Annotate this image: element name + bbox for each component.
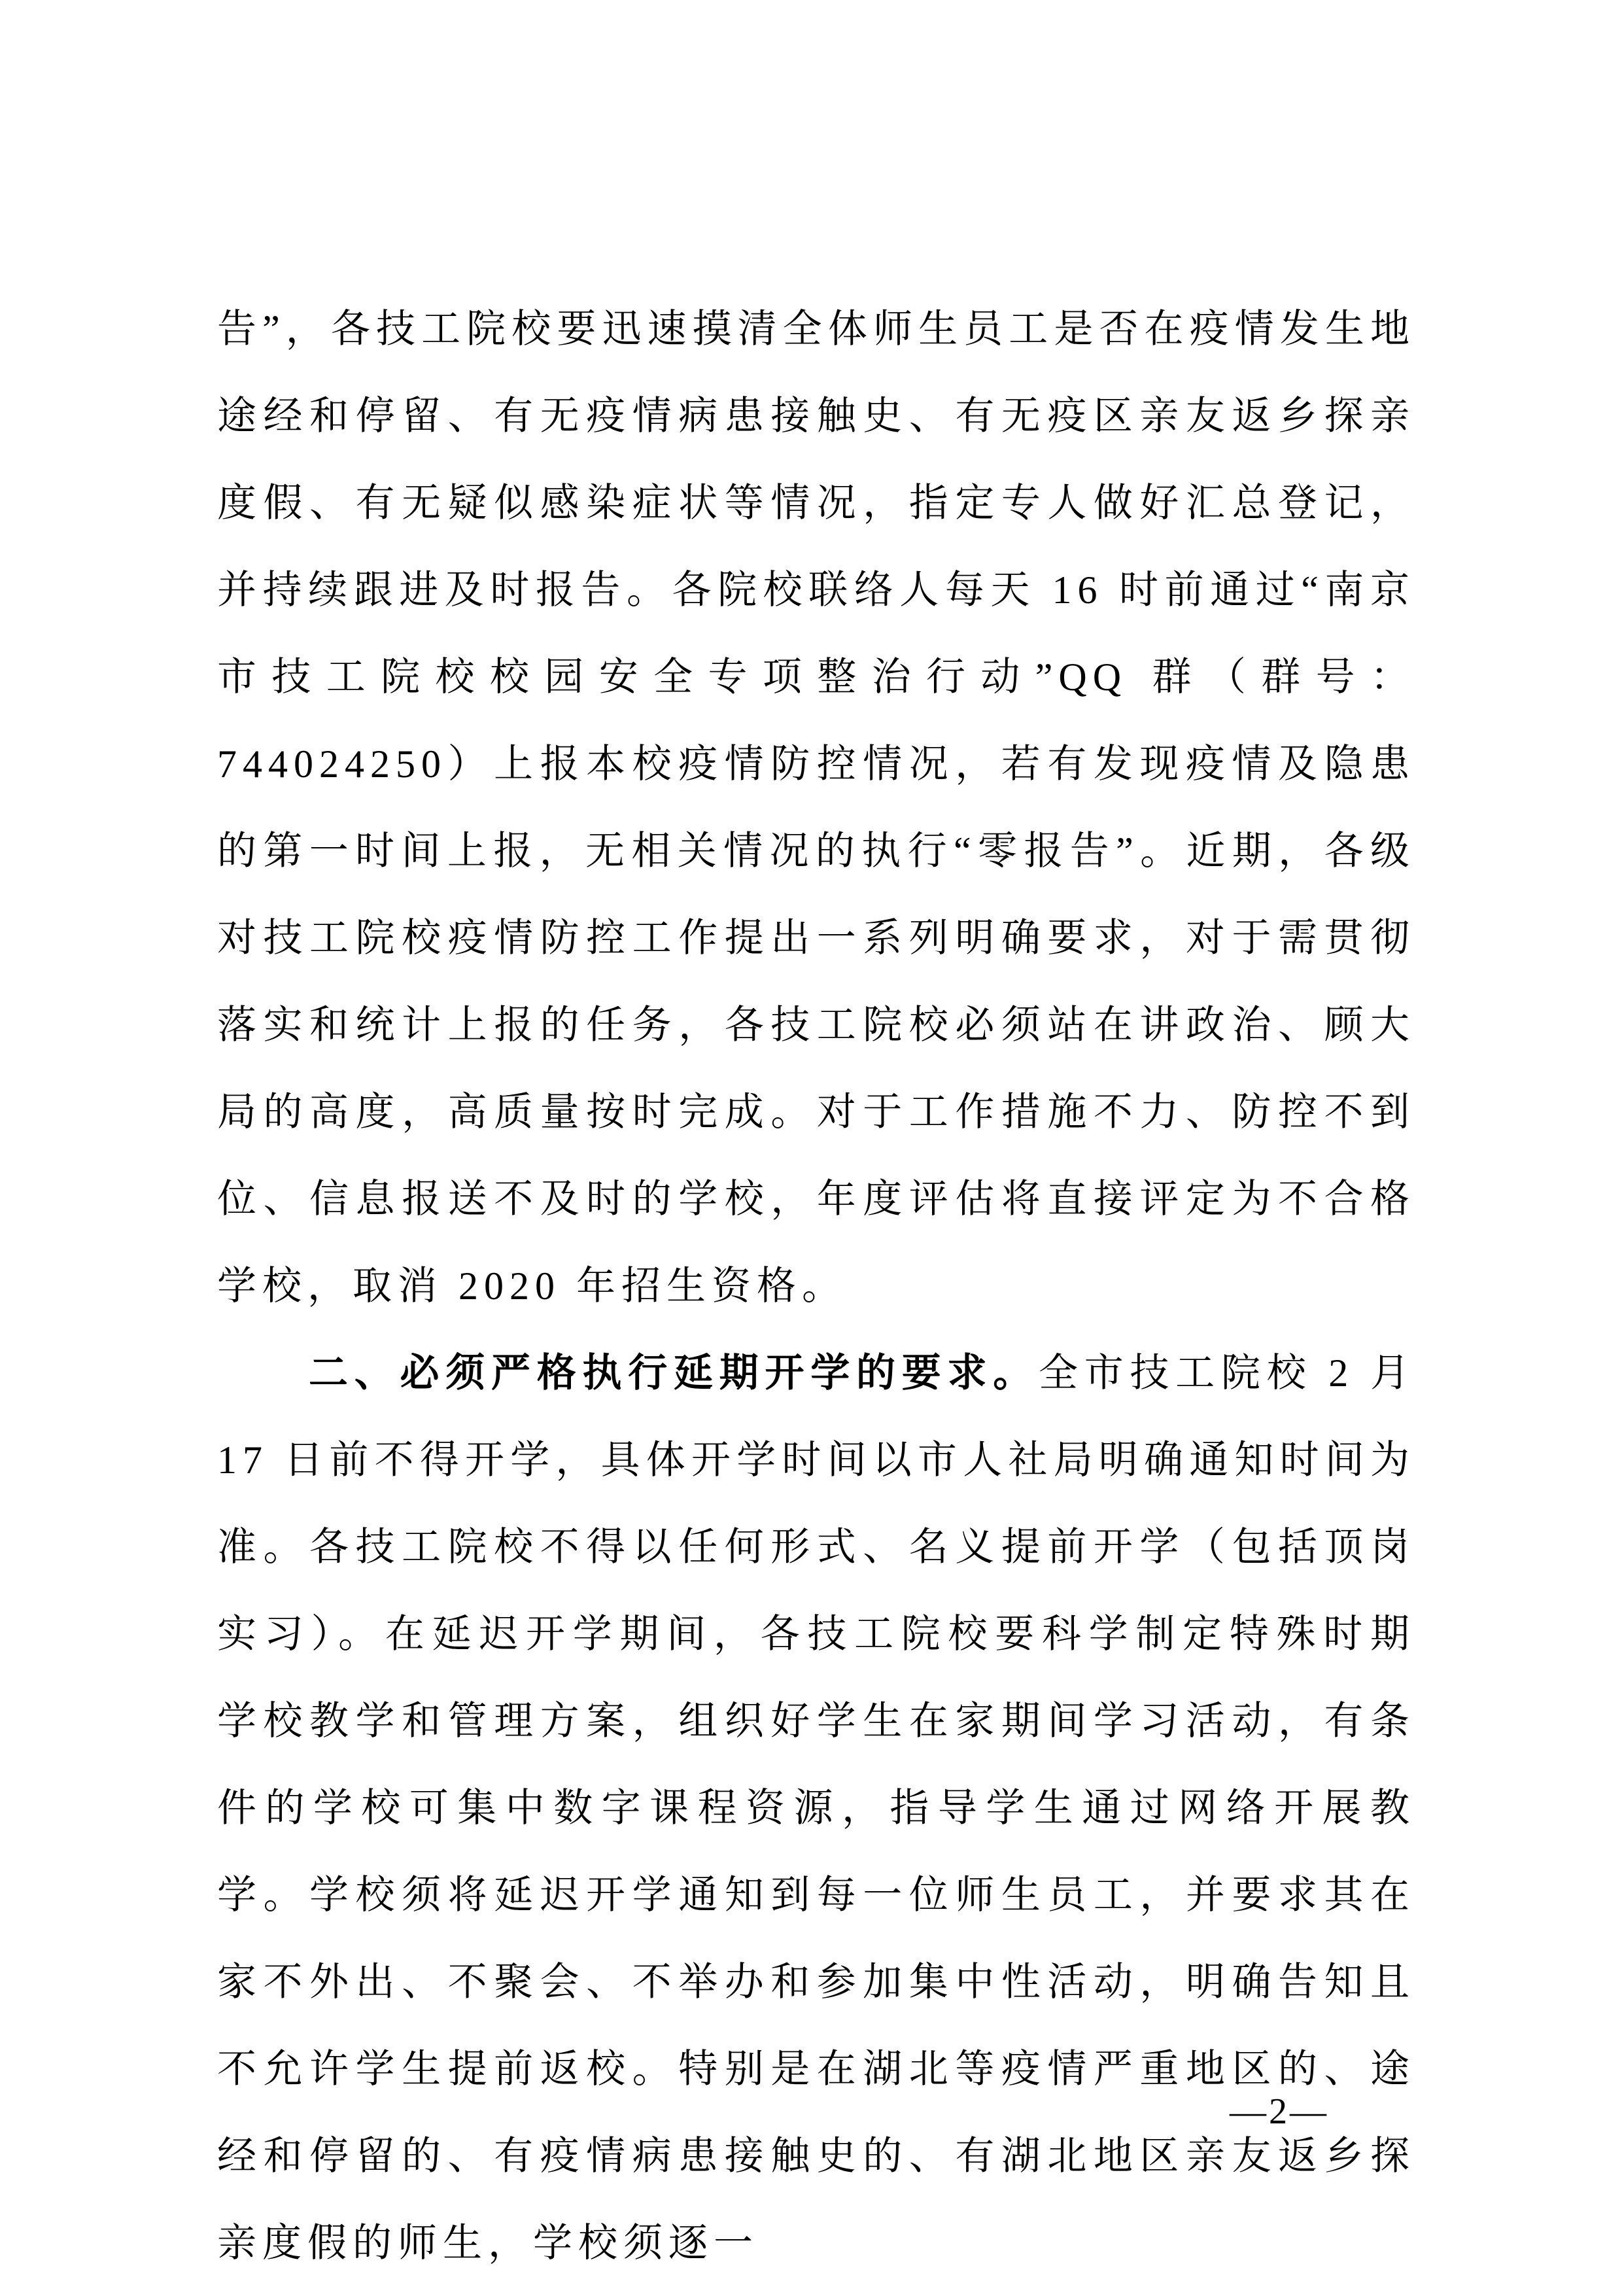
paragraph-continuation	[217, 286, 1415, 1330]
paragraph-section-2	[217, 1330, 1415, 2283]
paragraph-continuation-text: 告”，各技工院校要迅速摸清全体师生员工是否在疫情发生地途经和停留、有无疫情病患接触史、有无疫区亲友返乡探亲度假、有无疑似感染症状等情况，指定专人做好汇总登记，并持续跟进及时报告。各院校联络人每天 16 时前通过“南京市技工院校校园安全专项整治行动”QQ 群（群号：744024250）上报本校疫情防控情况，若有发现疫情及隐患的第一时间上报，无相关情况的执行“零报告”。近期，各级对技工院校疫情防控工作提出一系列明确要求，对于需贯彻落实和统计上报的任务，各技工院校必须站在讲政治、顾大局的高度，高质量按时完成。对于工作措施不力、防控不到位、信息报送不及时的学校，年度评估将直接评定为不合格学校，取消 2020 年招生资格。	[217, 307, 1415, 1308]
section-2-body-text: 全市技工院校 2 月 17 日前不得开学，具体开学时间以市人社局明确通知时间为准。各技工院校不得以任何形式、名义提前开学（包括顶岗实习）。在延迟开学期间，各技工院校要科学制定特殊时期学校教学和管理方案，组织好学生在家期间学习活动，有条件的学校可集中数字课程资源，指导学生通过网络开展教学。学校须将延迟开学通知到每一位师生员工，并要求其在家不外出、不聚会、不举办和参加集中性活动，明确告知且不允许学生提前返校。特别是在湖北等疫情严重地区的、途经和停留的、有疫情病患接触史的、有湖北地区亲友返乡探亲度假的师生，学校须逐一	[217, 1351, 1415, 2265]
document-body	[217, 286, 1415, 2283]
page-number: —2—	[1230, 2091, 1329, 2132]
section-2-heading: 二、必须严格执行延期开学的要求。	[309, 1351, 1039, 1395]
